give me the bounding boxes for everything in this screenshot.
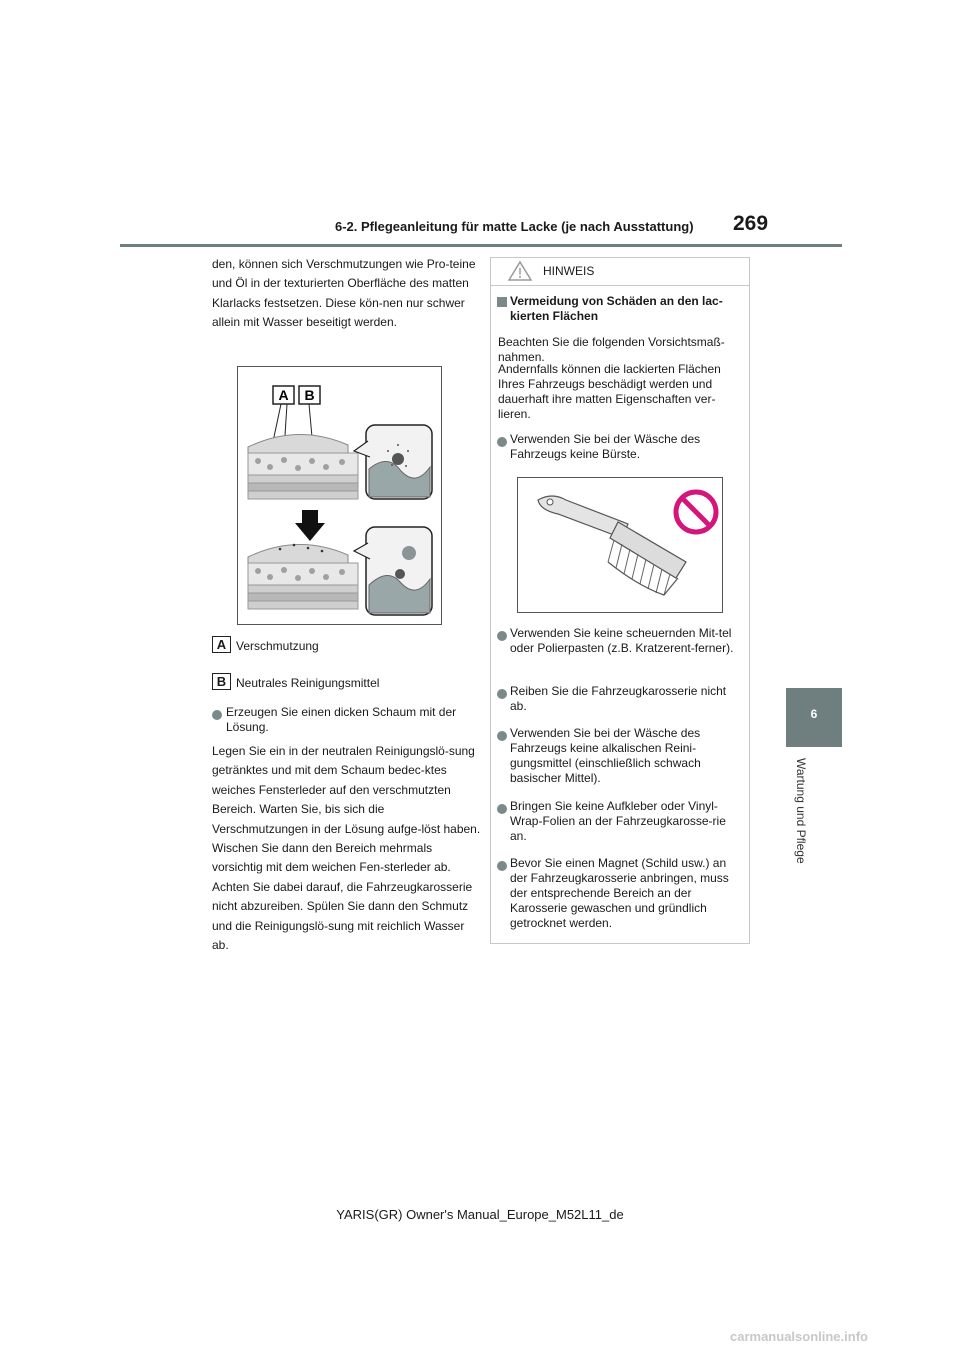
notice-item: Bringen Sie keine Aufkleber oder Vinyl-Wrap-Folien an der Fahrzeugkarosse-rie an. (510, 799, 726, 843)
chapter-label: Wartung und Pflege (794, 758, 808, 864)
legend-text-b: Neutrales Reinigungsmittel (236, 676, 380, 690)
notice-intro: Beachten Sie die folgenden Vorsichtsmaß-nahmen. (498, 335, 725, 364)
bullet-dot (497, 804, 507, 814)
notice-item: Reiben Sie die Fahrzeugkarosserie nicht ab. (510, 684, 727, 713)
bullet-dot (497, 689, 507, 699)
no-brush-illustration (517, 477, 723, 613)
legend-letter-b: B (212, 673, 231, 690)
watermark: carmanualsonline.info (730, 1329, 868, 1344)
page-number: 269 (733, 212, 769, 235)
bullet-dot (212, 710, 222, 720)
notice-heading: Vermeidung von Schäden an den lac-kierten Flächen (510, 294, 723, 323)
paint-layers-svg (238, 367, 441, 624)
notice-item: Verwenden Sie keine scheuernden Mit-tel oder Polierpasten (z.B. Kratzerent-ferner). (510, 626, 734, 655)
legend-text-a: Verschmutzung (236, 639, 319, 653)
bullet-dot (497, 437, 507, 447)
manual-footer: YARIS(GR) Owner's Manual_Europe_M52L11_de (336, 1207, 624, 1222)
bullet-dot (497, 731, 507, 741)
matte-paint-illustration (237, 366, 442, 625)
label-b: B (304, 387, 315, 403)
intro-paragraph: den, können sich Verschmutzungen wie Pro-teine und Öl in der texturierten Oberfläche des matten Klarlacks festsetzen. Diese kön-nen nur schwer allein mit Wasser beseitigt werden. (212, 257, 476, 330)
notice-divider (490, 285, 750, 286)
warning-triangle-icon (507, 260, 533, 282)
notice-item: Verwenden Sie bei der Wäsche des Fahrzeugs keine alkalischen Reini-gungsmittel (einschließlich schwach basischer Mittel). (510, 726, 701, 785)
notice-item: Bevor Sie einen Magnet (Schild usw.) an der Fahrzeugkarosserie anbringen, muss der entsprechende Bereich an der Karosserie gewaschen und gründlich getrocknet werden. (510, 856, 729, 930)
header-rule (120, 244, 842, 247)
notice-intro-consequence: Andernfalls können die lackierten Flächen Ihres Fahrzeugs beschädigt werden und dauerhaft ihre matten Eigenschaften ver-lieren. (498, 362, 721, 421)
notice-title: HINWEIS (543, 264, 595, 278)
chapter-number: 6 (810, 707, 818, 721)
bullet-dot (497, 861, 507, 871)
section-title: 6-2. Pflegeanleitung für matte Lacke (je nach Ausstattung) (335, 219, 694, 234)
cleaning-paragraph: Legen Sie ein in der neutralen Reinigungslö-sung getränktes und mit dem Schaum bedec-ktes weiches Fensterleder auf den verschmutzten Bereich. Warten Sie, bis sich die Verschmutzungen in der Lösung aufge-löst haben. Wischen Sie dann den Bereich mehrmals vorsichtig mit dem weichen Fen-sterleder ab. Achten Sie dabei darauf, die Fahrzeugkarosserie nicht abzureiben. Spülen Sie dann den Schmutz und die Reinigungslö-sung mit reichlich Wasser ab. (212, 744, 481, 953)
brush-prohibited-svg (518, 478, 722, 612)
square-bullet (497, 297, 507, 307)
bullet-dot (497, 631, 507, 641)
legend-letter-a: A (212, 636, 231, 653)
label-a: A (278, 387, 289, 403)
foam-instruction: Erzeugen Sie einen dicken Schaum mit der Lösung. (226, 705, 457, 734)
notice-item: Verwenden Sie bei der Wäsche des Fahrzeugs keine Bürste. (510, 432, 701, 461)
